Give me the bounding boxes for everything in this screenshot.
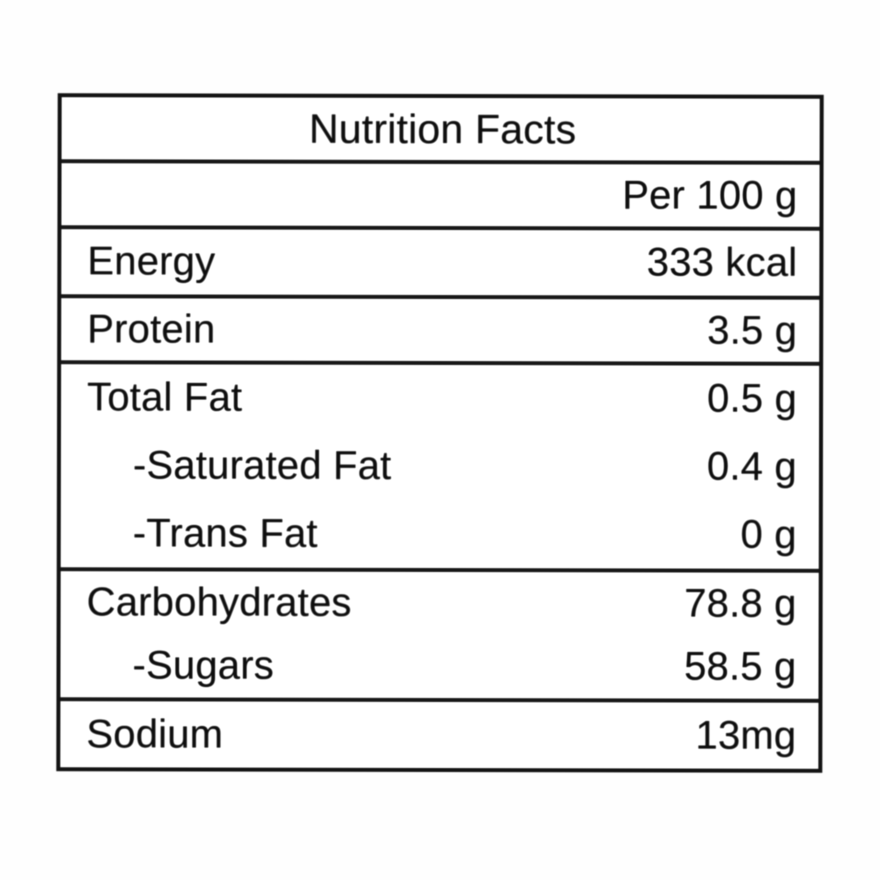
row-total-fat <box>61 364 819 433</box>
carbohydrate-group <box>60 571 818 703</box>
nutrient-value-saturated-fat: 0.4 g <box>706 444 797 489</box>
row-saturated-fat <box>61 432 819 501</box>
label-title: Nutrition Facts <box>308 105 577 152</box>
nutrient-value-sugars: 58.5 g <box>684 644 797 689</box>
nutrient-label-sugars: -Sugars <box>132 643 275 688</box>
row-sugars <box>60 634 818 699</box>
nutrient-label-energy: Energy <box>87 239 216 284</box>
nutrient-label-sodium: Sodium <box>86 711 224 757</box>
row-sodium <box>60 701 818 769</box>
label-title-row <box>62 97 820 165</box>
row-protein <box>61 298 819 366</box>
nutrient-value-protein: 3.5 g <box>707 308 798 353</box>
nutrient-value-energy: 333 kcal <box>646 240 798 285</box>
nutrient-label-protein: Protein <box>87 306 216 352</box>
nutrition-facts-label <box>56 93 823 773</box>
nutrient-label-carbohydrates: Carbohydrates <box>86 580 352 625</box>
fat-group <box>61 364 819 573</box>
nutrient-label-total-fat: Total Fat <box>87 375 243 420</box>
serving-basis-row <box>61 163 819 231</box>
nutrient-label-saturated-fat: -Saturated Fat <box>132 443 392 488</box>
row-trans-fat <box>61 500 819 569</box>
row-carbohydrates <box>61 571 819 636</box>
nutrient-value-sodium: 13mg <box>695 713 797 758</box>
nutrient-value-total-fat: 0.5 g <box>707 376 798 422</box>
nutrient-label-trans-fat: -Trans Fat <box>132 511 318 556</box>
serving-basis: Per 100 g <box>622 172 798 218</box>
nutrient-value-carbohydrates: 78.8 g <box>684 581 797 626</box>
nutrient-value-trans-fat: 0 g <box>740 512 797 557</box>
row-energy <box>61 229 819 300</box>
